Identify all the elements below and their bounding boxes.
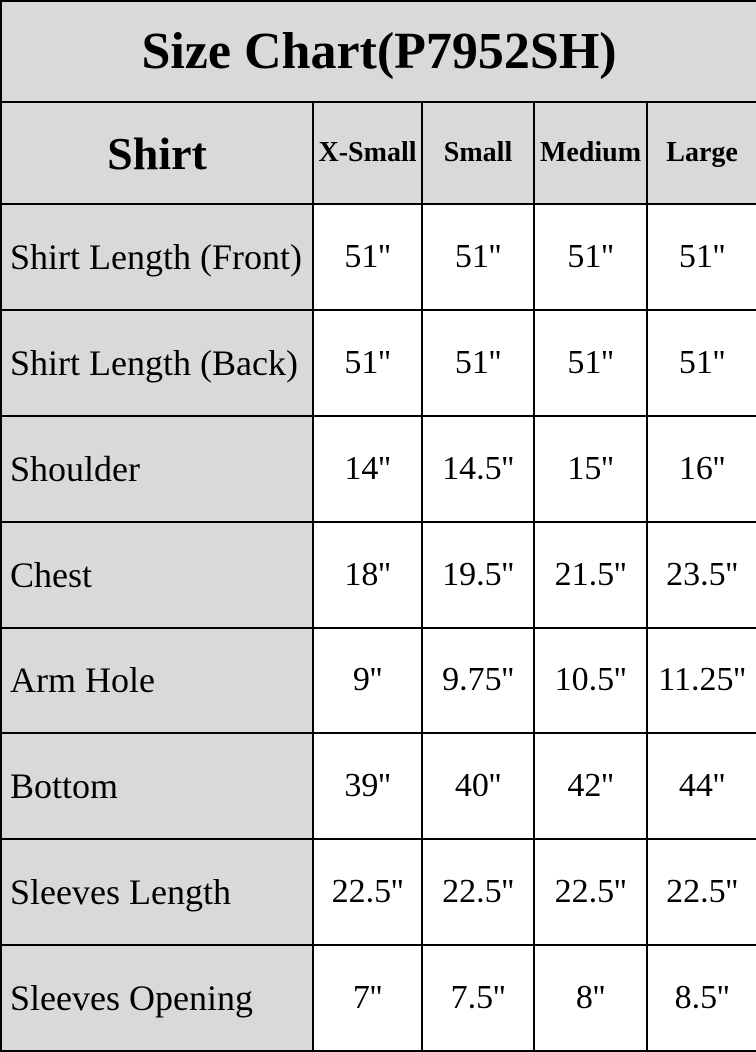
measurement-value: 51'': [534, 310, 647, 416]
measurement-value: 7'': [313, 945, 422, 1051]
table-row-shirt-length-back: [1, 310, 756, 416]
table-row-bottom: [1, 733, 756, 839]
measurement-value: 51'': [422, 204, 534, 310]
table-row-shoulder: [1, 416, 756, 522]
measurement-value: 18'': [313, 522, 422, 628]
measurement-value: 23.5'': [647, 522, 756, 628]
row-label-shirt-length-front: Shirt Length (Front): [1, 204, 313, 310]
row-label-sleeves-length: Sleeves Length: [1, 839, 313, 945]
measurement-value: 11.25'': [647, 628, 756, 734]
row-label-bottom: Bottom: [1, 733, 313, 839]
table-row-chest: [1, 522, 756, 628]
row-label-sleeves-opening: Sleeves Opening: [1, 945, 313, 1051]
measurement-value: 51'': [313, 310, 422, 416]
measurement-value: 51'': [313, 204, 422, 310]
measurement-value: 51'': [534, 204, 647, 310]
measurement-value: 9.75'': [422, 628, 534, 734]
measurement-value: 22.5'': [313, 839, 422, 945]
measurement-value: 22.5'': [647, 839, 756, 945]
measurement-value: 44'': [647, 733, 756, 839]
measurement-value: 51'': [422, 310, 534, 416]
header-row: [1, 102, 756, 204]
row-label-shoulder: Shoulder: [1, 416, 313, 522]
measurement-value: 15'': [534, 416, 647, 522]
row-label-arm-hole: Arm Hole: [1, 628, 313, 734]
measurement-value: 42'': [534, 733, 647, 839]
table-row-shirt-length-front: [1, 204, 756, 310]
measurement-value: 21.5'': [534, 522, 647, 628]
measurement-value: 7.5'': [422, 945, 534, 1051]
measurement-value: 19.5'': [422, 522, 534, 628]
table-row-sleeves-opening: [1, 945, 756, 1051]
table-row-arm-hole: [1, 628, 756, 734]
size-chart-title: Size Chart(P7952SH): [1, 1, 756, 102]
measurement-value: 22.5'': [422, 839, 534, 945]
measurement-value: 14'': [313, 416, 422, 522]
measurement-value: 16'': [647, 416, 756, 522]
table-row-sleeves-length: [1, 839, 756, 945]
measurement-value: 39'': [313, 733, 422, 839]
measurement-value: 40'': [422, 733, 534, 839]
column-header-large: Large: [647, 102, 756, 204]
row-label-shirt-length-back: Shirt Length (Back): [1, 310, 313, 416]
column-header-x-small: X-Small: [313, 102, 422, 204]
column-header-small: Small: [422, 102, 534, 204]
measurement-value: 10.5'': [534, 628, 647, 734]
measurement-value: 14.5'': [422, 416, 534, 522]
measurement-value: 22.5'': [534, 839, 647, 945]
measurement-value: 8.5'': [647, 945, 756, 1051]
group-header-shirt: Shirt: [1, 102, 313, 204]
column-header-medium: Medium: [534, 102, 647, 204]
measurement-value: 51'': [647, 204, 756, 310]
title-row: [1, 1, 756, 102]
measurement-value: 51'': [647, 310, 756, 416]
row-label-chest: Chest: [1, 522, 313, 628]
measurement-value: 9'': [313, 628, 422, 734]
measurement-value: 8'': [534, 945, 647, 1051]
